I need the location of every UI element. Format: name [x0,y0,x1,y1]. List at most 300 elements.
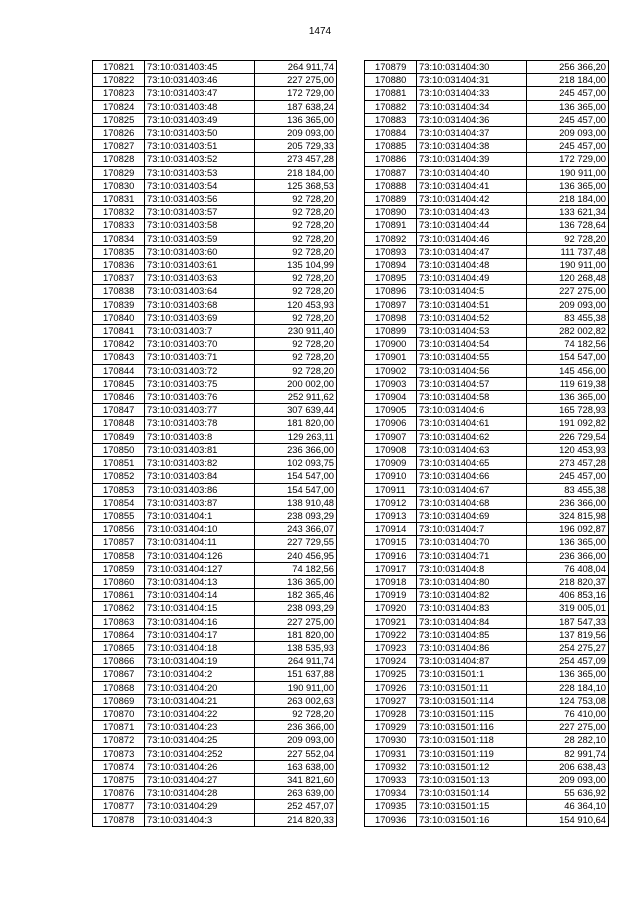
cadastral-number-cell: 73:10:031403:75 [145,377,255,390]
record-number-cell: 170895 [365,272,417,285]
record-number-cell: 170863 [93,615,145,628]
cadastral-value-cell: 92 728,20 [527,232,609,245]
cadastral-value-cell: 245 457,00 [527,113,609,126]
table-row [365,589,609,602]
cadastral-number-cell: 73:10:031403:46 [145,74,255,87]
cadastral-number-cell: 73:10:031403:70 [145,338,255,351]
table-row [365,549,609,562]
table-row [365,166,609,179]
cadastral-value-cell: 263 002,63 [255,694,337,707]
cadastral-number-cell: 73:10:031404:6 [417,404,527,417]
table-row [93,496,337,509]
table-row [93,127,337,140]
cadastral-number-cell: 73:10:031404:56 [417,364,527,377]
record-number-cell: 170908 [365,443,417,456]
table-row [93,206,337,219]
table-row [365,483,609,496]
table-row [365,496,609,509]
cadastral-value-cell: 172 729,00 [527,153,609,166]
table-row [93,193,337,206]
record-number-cell: 170888 [365,179,417,192]
cadastral-number-cell: 73:10:031501:11 [417,681,527,694]
cadastral-number-cell: 73:10:031404:28 [145,787,255,800]
record-number-cell: 170894 [365,259,417,272]
table-row [365,87,609,100]
table-row [365,272,609,285]
cadastral-value-cell: 187 547,33 [527,615,609,628]
cadastral-number-cell: 73:10:031404:53 [417,325,527,338]
record-number-cell: 170932 [365,760,417,773]
cadastral-number-cell: 73:10:031403:54 [145,179,255,192]
cadastral-number-cell: 73:10:031404:86 [417,641,527,654]
record-number-cell: 170844 [93,364,145,377]
cadastral-value-cell: 120 453,93 [527,443,609,456]
cadastral-number-cell: 73:10:031403:56 [145,193,255,206]
record-number-cell: 170848 [93,417,145,430]
cadastral-number-cell: 73:10:031403:59 [145,232,255,245]
table-row [365,127,609,140]
cadastral-value-cell: 200 002,00 [255,377,337,390]
table-row [365,773,609,786]
record-number-cell: 170835 [93,245,145,258]
cadastral-value-cell: 254 275,27 [527,641,609,654]
table-row [93,589,337,602]
record-number-cell: 170918 [365,575,417,588]
cadastral-number-cell: 73:10:031404:27 [145,773,255,786]
table-row [365,655,609,668]
record-number-cell: 170933 [365,773,417,786]
table-row [93,404,337,417]
record-number-cell: 170867 [93,668,145,681]
cadastral-value-cell: 165 728,93 [527,404,609,417]
table-row [365,206,609,219]
cadastral-number-cell: 73:10:031403:53 [145,166,255,179]
cadastral-number-cell: 73:10:031404:13 [145,575,255,588]
record-number-cell: 170839 [93,298,145,311]
cadastral-value-cell: 55 636,92 [527,787,609,800]
table-row [93,87,337,100]
table-row [365,628,609,641]
parcel-table-right [364,60,609,827]
record-number-cell: 170920 [365,602,417,615]
table-row [365,470,609,483]
record-number-cell: 170913 [365,509,417,522]
table-row [365,100,609,113]
cadastral-number-cell: 73:10:031501:118 [417,734,527,747]
cadastral-number-cell: 73:10:031404:23 [145,721,255,734]
cadastral-number-cell: 73:10:031403:69 [145,311,255,324]
cadastral-number-cell: 73:10:031404:55 [417,351,527,364]
table-row [365,430,609,443]
record-number-cell: 170881 [365,87,417,100]
cadastral-number-cell: 73:10:031404:36 [417,113,527,126]
table-row [93,61,337,74]
record-number-cell: 170852 [93,470,145,483]
record-number-cell: 170886 [365,153,417,166]
record-number-cell: 170905 [365,404,417,417]
cadastral-value-cell: 238 093,29 [255,602,337,615]
record-number-cell: 170883 [365,113,417,126]
cadastral-number-cell: 73:10:031403:76 [145,391,255,404]
cadastral-value-cell: 273 457,28 [255,153,337,166]
record-number-cell: 170929 [365,721,417,734]
cadastral-number-cell: 73:10:031404:71 [417,549,527,562]
cadastral-number-cell: 73:10:031501:1 [417,668,527,681]
table-row [365,443,609,456]
record-number-cell: 170935 [365,800,417,813]
table-row [365,179,609,192]
cadastral-value-cell: 92 728,20 [255,193,337,206]
cadastral-value-cell: 218 184,00 [527,74,609,87]
table-row [365,681,609,694]
cadastral-number-cell: 73:10:031501:13 [417,773,527,786]
cadastral-number-cell: 73:10:031403:60 [145,245,255,258]
cadastral-value-cell: 125 368,53 [255,179,337,192]
cadastral-number-cell: 73:10:031404:14 [145,589,255,602]
table-row [93,813,337,826]
table-row [93,338,337,351]
cadastral-value-cell: 92 728,20 [255,311,337,324]
cadastral-value-cell: 83 455,38 [527,311,609,324]
table-row [365,575,609,588]
table-row [93,668,337,681]
table-row [365,338,609,351]
table-row [365,800,609,813]
cadastral-value-cell: 74 182,56 [255,562,337,575]
cadastral-number-cell: 73:10:031404:2 [145,668,255,681]
cadastral-number-cell: 73:10:031404:82 [417,589,527,602]
record-number-cell: 170830 [93,179,145,192]
record-number-cell: 170880 [365,74,417,87]
record-number-cell: 170872 [93,734,145,747]
cadastral-value-cell: 120 268,48 [527,272,609,285]
cadastral-number-cell: 73:10:031404:30 [417,61,527,74]
cadastral-value-cell: 227 275,00 [527,285,609,298]
cadastral-value-cell: 240 456,95 [255,549,337,562]
record-number-cell: 170856 [93,523,145,536]
table-row [93,760,337,773]
cadastral-value-cell: 92 728,20 [255,206,337,219]
cadastral-value-cell: 209 093,00 [255,734,337,747]
record-number-cell: 170878 [93,813,145,826]
cadastral-value-cell: 190 911,00 [527,259,609,272]
cadastral-number-cell: 73:10:031404:66 [417,470,527,483]
record-number-cell: 170928 [365,707,417,720]
record-number-cell: 170828 [93,153,145,166]
cadastral-number-cell: 73:10:031501:116 [417,721,527,734]
cadastral-value-cell: 236 366,00 [255,721,337,734]
table-row [93,575,337,588]
cadastral-number-cell: 73:10:031404:126 [145,549,255,562]
cadastral-number-cell: 73:10:031404:17 [145,628,255,641]
cadastral-number-cell: 73:10:031403:45 [145,61,255,74]
record-number-cell: 170861 [93,589,145,602]
table-row [365,734,609,747]
cadastral-value-cell: 196 092,87 [527,523,609,536]
cadastral-value-cell: 256 366,20 [527,61,609,74]
record-number-cell: 170865 [93,641,145,654]
cadastral-number-cell: 73:10:031403:82 [145,457,255,470]
table-row [365,219,609,232]
cadastral-value-cell: 252 457,07 [255,800,337,813]
table-row [365,61,609,74]
cadastral-value-cell: 187 638,24 [255,100,337,113]
table-row [93,470,337,483]
record-number-cell: 170837 [93,272,145,285]
record-number-cell: 170900 [365,338,417,351]
cadastral-value-cell: 227 275,00 [527,721,609,734]
cadastral-number-cell: 73:10:031403:7 [145,325,255,338]
record-number-cell: 170919 [365,589,417,602]
cadastral-value-cell: 92 728,20 [255,364,337,377]
cadastral-number-cell: 73:10:031403:77 [145,404,255,417]
record-number-cell: 170901 [365,351,417,364]
cadastral-number-cell: 73:10:031404:61 [417,417,527,430]
cadastral-number-cell: 73:10:031403:87 [145,496,255,509]
cadastral-number-cell: 73:10:031404:58 [417,391,527,404]
cadastral-value-cell: 111 737,48 [527,245,609,258]
cadastral-value-cell: 145 456,00 [527,364,609,377]
cadastral-value-cell: 227 275,00 [255,615,337,628]
record-number-cell: 170912 [365,496,417,509]
cadastral-value-cell: 28 282,10 [527,734,609,747]
record-number-cell: 170915 [365,536,417,549]
table-row [93,140,337,153]
cadastral-value-cell: 181 820,00 [255,417,337,430]
cadastral-value-cell: 245 457,00 [527,87,609,100]
cadastral-value-cell: 136 365,00 [255,575,337,588]
cadastral-value-cell: 76 408,04 [527,562,609,575]
table-row [365,153,609,166]
cadastral-number-cell: 73:10:031403:68 [145,298,255,311]
cadastral-value-cell: 218 184,00 [255,166,337,179]
record-number-cell: 170823 [93,87,145,100]
cadastral-number-cell: 73:10:031404:43 [417,206,527,219]
cadastral-value-cell: 92 728,20 [255,245,337,258]
record-number-cell: 170910 [365,470,417,483]
table-row [365,787,609,800]
record-number-cell: 170899 [365,325,417,338]
cadastral-value-cell: 181 820,00 [255,628,337,641]
record-number-cell: 170857 [93,536,145,549]
cadastral-value-cell: 209 093,00 [527,298,609,311]
cadastral-number-cell: 73:10:031501:115 [417,707,527,720]
table-row [93,325,337,338]
table-row [365,311,609,324]
cadastral-number-cell: 73:10:031501:119 [417,747,527,760]
record-number-cell: 170879 [365,61,417,74]
table-row [365,140,609,153]
table-row [93,628,337,641]
cadastral-value-cell: 92 728,20 [255,272,337,285]
record-number-cell: 170847 [93,404,145,417]
table-row [365,813,609,826]
record-number-cell: 170858 [93,549,145,562]
cadastral-number-cell: 73:10:031403:81 [145,443,255,456]
cadastral-number-cell: 73:10:031501:12 [417,760,527,773]
table-row [93,641,337,654]
cadastral-value-cell: 209 093,00 [255,127,337,140]
record-number-cell: 170822 [93,74,145,87]
record-number-cell: 170829 [93,166,145,179]
record-number-cell: 170875 [93,773,145,786]
cadastral-number-cell: 73:10:031403:58 [145,219,255,232]
table-row [365,391,609,404]
cadastral-value-cell: 136 365,00 [527,179,609,192]
cadastral-number-cell: 73:10:031404:22 [145,707,255,720]
record-number-cell: 170892 [365,232,417,245]
cadastral-value-cell: 226 729,54 [527,430,609,443]
cadastral-number-cell: 73:10:031404:68 [417,496,527,509]
table-row [93,298,337,311]
table-row [365,404,609,417]
cadastral-value-cell: 92 728,20 [255,707,337,720]
table-row [365,113,609,126]
table-row [365,602,609,615]
record-number-cell: 170853 [93,483,145,496]
cadastral-value-cell: 92 728,20 [255,219,337,232]
record-number-cell: 170868 [93,681,145,694]
cadastral-number-cell: 73:10:031403:78 [145,417,255,430]
cadastral-number-cell: 73:10:031404:26 [145,760,255,773]
cadastral-value-cell: 191 092,82 [527,417,609,430]
cadastral-value-cell: 273 457,28 [527,457,609,470]
table-row [93,707,337,720]
cadastral-value-cell: 245 457,00 [527,470,609,483]
table-row [365,245,609,258]
record-number-cell: 170927 [365,694,417,707]
cadastral-number-cell: 73:10:031403:47 [145,87,255,100]
record-number-cell: 170836 [93,259,145,272]
cadastral-number-cell: 73:10:031404:87 [417,655,527,668]
record-number-cell: 170825 [93,113,145,126]
cadastral-value-cell: 236 366,00 [255,443,337,456]
cadastral-value-cell: 236 366,00 [527,496,609,509]
cadastral-number-cell: 73:10:031404:57 [417,377,527,390]
record-number-cell: 170850 [93,443,145,456]
table-row [365,668,609,681]
cadastral-value-cell: 82 991,74 [527,747,609,760]
cadastral-value-cell: 92 728,20 [255,232,337,245]
cadastral-value-cell: 154 547,00 [255,483,337,496]
cadastral-value-cell: 406 853,16 [527,589,609,602]
cadastral-value-cell: 154 547,00 [527,351,609,364]
cadastral-value-cell: 227 275,00 [255,74,337,87]
table-row [93,681,337,694]
record-number-cell: 170862 [93,602,145,615]
record-number-cell: 170845 [93,377,145,390]
cadastral-number-cell: 73:10:031404:49 [417,272,527,285]
record-number-cell: 170891 [365,219,417,232]
record-number-cell: 170930 [365,734,417,747]
cadastral-value-cell: 252 911,62 [255,391,337,404]
cadastral-value-cell: 254 457,09 [527,655,609,668]
table-row [93,351,337,364]
table-row [365,641,609,654]
record-number-cell: 170866 [93,655,145,668]
record-number-cell: 170916 [365,549,417,562]
cadastral-number-cell: 73:10:031404:83 [417,602,527,615]
cadastral-number-cell: 73:10:031403:50 [145,127,255,140]
cadastral-number-cell: 73:10:031404:38 [417,140,527,153]
cadastral-value-cell: 243 366,07 [255,523,337,536]
cadastral-number-cell: 73:10:031403:72 [145,364,255,377]
table-row [365,562,609,575]
cadastral-number-cell: 73:10:031501:114 [417,694,527,707]
record-number-cell: 170907 [365,430,417,443]
record-number-cell: 170906 [365,417,417,430]
table-row [365,509,609,522]
record-number-cell: 170824 [93,100,145,113]
cadastral-value-cell: 46 364,10 [527,800,609,813]
table-row [93,311,337,324]
cadastral-value-cell: 137 819,56 [527,628,609,641]
cadastral-value-cell: 74 182,56 [527,338,609,351]
record-number-cell: 170885 [365,140,417,153]
record-number-cell: 170877 [93,800,145,813]
record-number-cell: 170840 [93,311,145,324]
cadastral-value-cell: 138 910,48 [255,496,337,509]
cadastral-value-cell: 151 637,88 [255,668,337,681]
record-number-cell: 170884 [365,127,417,140]
cadastral-value-cell: 245 457,00 [527,140,609,153]
table-row [93,443,337,456]
cadastral-number-cell: 73:10:031403:48 [145,100,255,113]
record-number-cell: 170936 [365,813,417,826]
cadastral-number-cell: 73:10:031404:34 [417,100,527,113]
cadastral-number-cell: 73:10:031404:41 [417,179,527,192]
record-number-cell: 170873 [93,747,145,760]
table-row [93,655,337,668]
cadastral-value-cell: 163 638,00 [255,760,337,773]
cadastral-number-cell: 73:10:031404:21 [145,694,255,707]
record-number-cell: 170859 [93,562,145,575]
record-number-cell: 170931 [365,747,417,760]
table-row [93,787,337,800]
cadastral-number-cell: 73:10:031403:8 [145,430,255,443]
cadastral-value-cell: 92 728,20 [255,338,337,351]
record-number-cell: 170871 [93,721,145,734]
table-row [93,417,337,430]
cadastral-value-cell: 136 365,00 [527,668,609,681]
record-number-cell: 170870 [93,707,145,720]
cadastral-value-cell: 138 535,93 [255,641,337,654]
cadastral-number-cell: 73:10:031404:42 [417,193,527,206]
record-number-cell: 170921 [365,615,417,628]
table-row [93,536,337,549]
table-row [365,536,609,549]
table-row [93,100,337,113]
cadastral-number-cell: 73:10:031403:64 [145,285,255,298]
table-row [365,760,609,773]
table-row [365,285,609,298]
table-row [93,721,337,734]
record-number-cell: 170926 [365,681,417,694]
table-row [93,272,337,285]
cadastral-value-cell: 230 911,40 [255,325,337,338]
record-number-cell: 170855 [93,509,145,522]
record-number-cell: 170874 [93,760,145,773]
table-row [93,773,337,786]
record-number-cell: 170911 [365,483,417,496]
record-number-cell: 170831 [93,193,145,206]
record-number-cell: 170909 [365,457,417,470]
cadastral-value-cell: 133 621,34 [527,206,609,219]
record-number-cell: 170869 [93,694,145,707]
cadastral-number-cell: 73:10:031404:1 [145,509,255,522]
cadastral-number-cell: 73:10:031404:37 [417,127,527,140]
record-number-cell: 170902 [365,364,417,377]
